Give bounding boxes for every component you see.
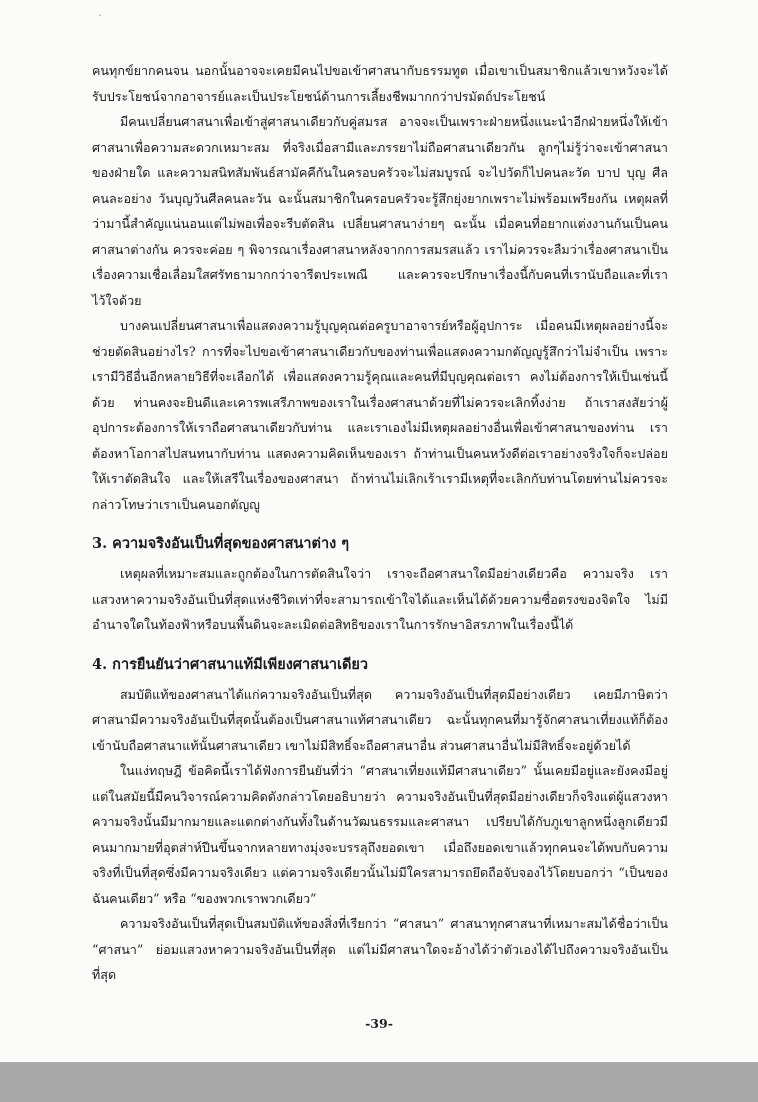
section-3-heading: 3. ความจริงอันเป็นที่สุดของศาสนาต่าง ๆ: [92, 535, 350, 552]
section-4-paragraph-1: สมบัติแท้ของศาสนาได้แก่ความจริงอันเป็นที่สุด ความจริงอันเป็นที่สุดมีอย่างเดียว เคยมีภาษิตว่าศาสนามีความจริงอันเป็นที่สุดนั้นต้องเป็นศาสนาแท้ศาสนาเดียว ฉะนั้นทุกคนที่มารู้จักศาสนาเที่ยงแท้ก็ต้องเข้านับถือศาสนาแท้นั้นศาสนาเดียว เขาไม่มีสิทธิ์จะถือศาสนาอื่น ส่วนศาสนาอื่นไม่มีสิทธิ์จะอยู่ด้วยได้: [92, 686, 668, 753]
section-3-paragraph: เหตุผลที่เหมาะสมและถูกต้องในการตัดสินใจว่า เราจะถือศาสนาใดมีอย่างเดียวคือ ความจริง เราแสวงหาความจริงอันเป็นที่สุดแห่งชีวิตเท่าที่จะสามารถเข้าใจได้และเห็นได้ด้วยความซื่อตรงของจิตใจ ไม่มีอำนาจใดในท้องฟ้าหรือบนพื้นดินจะละเมิดต่อสิทธิของเราในการรักษาอิสรภาพในเรื่องนี้ได้: [92, 566, 668, 632]
paragraph-continued: คนทุกข์ยากคนจน นอกนั้นอาจจะเคยมีคนไปขอเข้าศาสนากับธรรมทูต เมื่อเขาเป็นสมาชิกแล้วเขาหวังจะได้รับประโยชน์จากอาจารย์และเป็นประโยชน์ด้านการเลี้ยงชีพมากกว่าปรมัตถ์ประโยชน์: [92, 63, 668, 104]
scan-background: [0, 1062, 758, 1102]
scan-speck: ˇ: [98, 14, 102, 23]
section-4-heading: 4. การยืนยันว่าศาสนาแท้มีเพียงศาสนาเดียว: [92, 655, 369, 673]
paragraph-spouse-religion: มีคนเปลี่ยนศาสนาเพื่อเข้าสู่ศาสนาเดียวกับคู่สมรส อาจจะเป็นเพราะฝ่ายหนึ่งแนะนำอีกฝ่ายหนึ่งให้เข้าศาสนาเพื่อความสะดวกเหมาะสม ที่จริงเมื่อสามีและภรรยาไม่ถือศาสนาเดียวกัน ลูกๆไม่รู้ว่าจะเข้าศาสนาของฝ่ายใด และความสนิทสัมพันธ์สามัคคีกันในครอบครัวจะไม่สมบูรณ์ จะไปวัดก็ไปคนละวัด บาป บุญ ศีลคนละอย่าง วันบุญวันศีลคนละวัน ฉะนั้นสมาชิกในครอบครัวจะรู้สึกยุ่งยากเพราะไม่พร้อมเพรียงกัน เหตุผลที่ว่ามานี้สำคัญแน่นอนแต่ไม่พอเพื่อจะรีบตัดสิน เปลี่ยนศาสนาง่ายๆ ฉะนั้น เมื่อคนที่อยากแต่งงานกันเป็นคนศาสนาต่างกัน ควรจะค่อย ๆ พิจารณาเรื่องศาสนาหลังจากการสมรสแล้ว เราไม่ควรจะลืมว่าเรื่องศาสนาเป็นเรื่องความเชื่อเลื่อมใสศรัทธามากกว่าจารีตประเพณี และควรจะปรึกษาเรื่องนี้กับคนที่เรานับถือและที่เราไว้ใจด้วย: [92, 114, 668, 308]
page-content: [92, 58, 668, 988]
section-4-paragraph-2: ในแง่ทฤษฎี ข้อคิดนี้เราได้ฟังการยืนยันที่ว่า “ศาสนาเที่ยงแท้มีศาสนาเดียว” นั้นเคยมีอยู่และยังคงมีอยู่แต่ในสมัยนี้มีคนวิจารณ์ความคิดดังกล่าวโดยอธิบายว่า ความจริงอันเป็นที่สุดมีอย่างเดียวก็จริงแต่ผู้แสวงหาความจริงนั้นมีมากมายและแตกต่างกันทั้งในด้านวัฒนธรรมและศาสนา เปรียบได้กับภูเขาลูกหนึ่งลูกเดียวมีคนมากมายที่อุตส่าห์ปีนขึ้นจากหลายทางมุ่งจะบรรลุถึงยอดเขา เมื่อถึงยอดเขาแล้วทุกคนจะได้พบกับความจริงที่เป็นที่สุดซึ่งมีความจริงเดียว แต่ความจริงเดียวนั้นไม่มีใครสามารถยึดถือจับจองไว้โดยบอกว่า “เป็นของฉันคนเดียว” หรือ “ของพวกเราพวกเดียว”: [92, 763, 668, 906]
page-number: -39-: [365, 1016, 393, 1031]
paragraph-gratitude: บางคนเปลี่ยนศาสนาเพื่อแสดงความรู้บุญคุณต่อครูบาอาจารย์หรือผู้อุปการะ เมื่อคนมีเหตุผลอย่างนี้จะช่วยตัดสินอย่างไร? การที่จะไปขอเข้าศาสนาเดียวกับของท่านเพื่อแสดงความกตัญญูรู้สึกว่าไม่จำเป็น เพราะเรามีวิธีอื่นอีกหลายวิธีที่จะเลือกได้ เพื่อแสดงความรู้คุณและคนที่มีบุญคุณต่อเรา คงไม่ต้องการให้เป็นเช่นนี้ด้วย ท่านคงจะยินดีและเคารพเสรีภาพของเราในเรื่องศาสนาด้วยที่ไม่ควรจะเลิกทิ้งง่าย ถ้าเราสงสัยว่าผู้อุปการะต้องการให้เราถือศาสนาเดียวกับท่าน และเราเองไม่มีเหตุผลอย่างอื่นเพื่อเข้าศาสนาของท่าน เราต้องหาโอกาสไปสนทนากับท่าน แสดงความคิดเห็นของเรา ถ้าท่านเป็นคนหวังดีต่อเราอย่างจริงใจก็จะปล่อยให้เราตัดสินใจ และให้เสรีในเรื่องของศาสนา ถ้าท่านไม่เลิกเร้าเรามีเหตุที่จะเลิกกับท่านโดยท่านไม่ควรจะกล่าวโทษว่าเราเป็นคนอกตัญญู: [92, 318, 668, 512]
section-4-paragraph-3: ความจริงอันเป็นที่สุดเป็นสมบัติแท้ของสิ่งที่เรียกว่า “ศาสนา” ศาสนาทุกศาสนาที่เหมาะสมได้ชื่อว่าเป็น “ศาสนา” ย่อมแสวงหาความจริงอันเป็นที่สุด แต่ไม่มีศาสนาใดจะอ้างได้ว่าตัวเองได้ไปถึงความจริงอันเป็นที่สุด: [92, 916, 668, 982]
